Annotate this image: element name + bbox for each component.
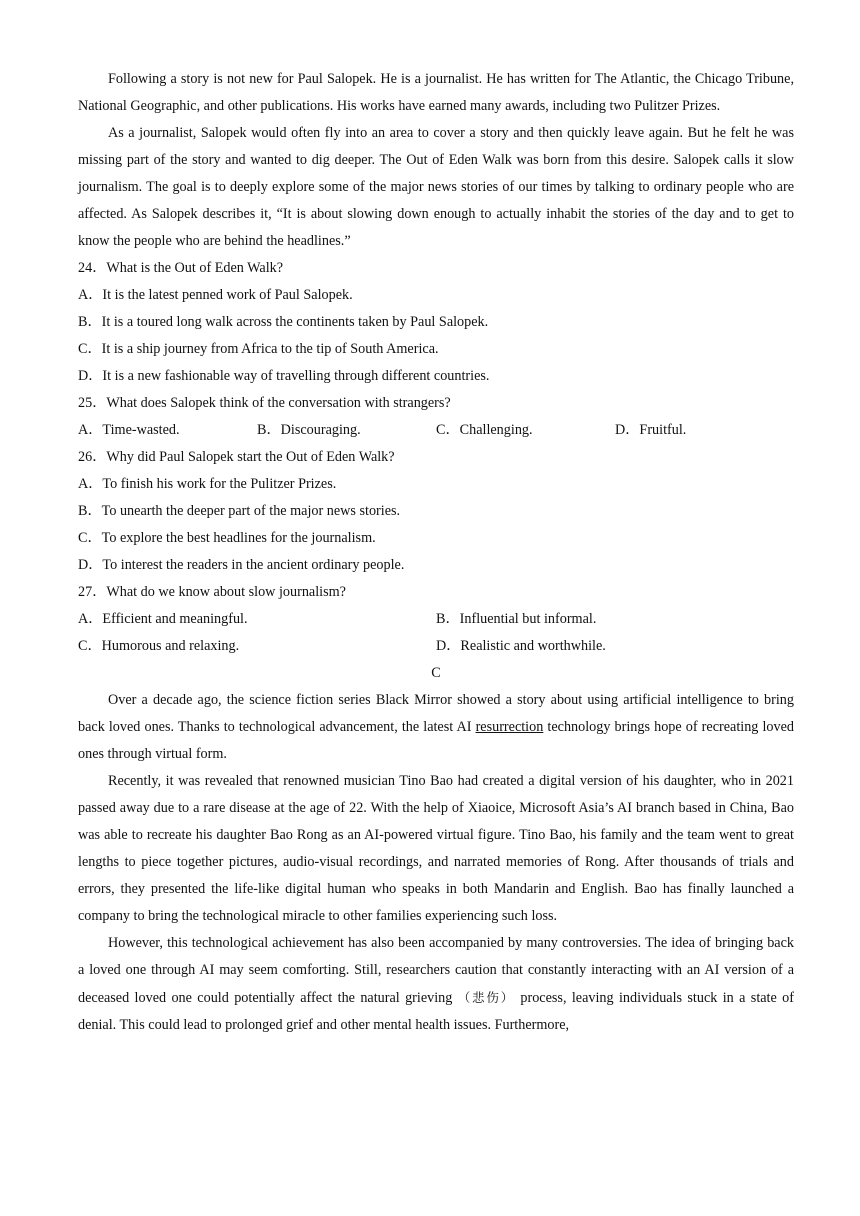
question-27-stem: 27．What do we know about slow journalism? <box>78 584 346 600</box>
passage-c-paragraph-2: Recently, it was revealed that renowned musician Tino Bao had created a digital version of his daughter, who in 2021 passed away due to a rare disease at the age of 22. With the help of Xiaoice, Microsoft Asia’s AI branch based in China, Bao was able to recreate his daughter Bao Rong as an AI-powered virtual figure. Tino Bao, his family and the team went to great lengths to piece together pictures, audio-visual recordings, and narrated memories of Rong. After thousands of trials and errors, they presented the life-like digital human who speaks in both Mandarin and English. Bao has finally launched a company to bring the technological miracle to other families experiencing such loss. <box>78 773 794 924</box>
question-26-option-a[interactable]: A．To finish his work for the Pulitzer Prizes. <box>78 476 337 492</box>
passage-b-paragraph-2: As a journalist, Salopek would often fly into an area to cover a story and then quickly leave again. But he felt he was missing part of the story and wanted to dig deeper. The Out of Eden Walk was born from this desire. Salopek calls it slow journalism. The goal is to deeply explore some of the major news stories of our times by talking to ordinary people who are affected. As Salopek describes it, “It is about slowing down enough to actually inhabit the stories of the day and to get to know the people who are behind the headlines.” <box>78 125 794 249</box>
question-27-options-row-1 <box>78 606 794 633</box>
question-27-option-d[interactable]: D．Realistic and worthwhile. <box>436 638 606 654</box>
passage-c-p3-text-before: However, this technological achievement has also been accompanied by many controversies. The idea of bringing back a loved one through AI may seem comforting. Still, researchers caution that constantly interacting with an AI version of a deceased loved one could potentially affect the natural grieving <box>78 935 794 1006</box>
chinese-gloss-grieving: （悲伤） <box>457 990 516 1005</box>
underlined-word-resurrection: resurrection <box>475 719 544 735</box>
question-26-option-b[interactable]: B．To unearth the deeper part of the major news stories. <box>78 503 401 519</box>
question-27-option-b[interactable]: B．Influential but informal. <box>436 611 597 627</box>
question-24-option-d[interactable]: D．It is a new fashionable way of travelling through different countries. <box>78 368 490 384</box>
question-27-option-c[interactable]: C．Humorous and relaxing. <box>78 638 240 654</box>
question-24-option-a[interactable]: A．It is the latest penned work of Paul Salopek. <box>78 287 353 303</box>
question-24-stem: 24．What is the Out of Eden Walk? <box>78 260 284 276</box>
question-25-stem: 25．What does Salopek think of the conversation with strangers? <box>78 395 451 411</box>
passage-c-paragraph-3 <box>78 930 794 1039</box>
passage-b-paragraph-1: Following a story is not new for Paul Salopek. He is a journalist. He has written for The Atlantic, the Chicago Tribune, National Geographic, and other publications. His works have earned many awards, including two Pulitzer Prizes. <box>78 71 794 114</box>
passage-c-heading: C <box>431 665 441 681</box>
question-24-option-b[interactable]: B．It is a toured long walk across the continents taken by Paul Salopek. <box>78 314 489 330</box>
question-26-option-c[interactable]: C．To explore the best headlines for the journalism. <box>78 530 376 546</box>
question-25-option-d[interactable]: D．Fruitful. <box>615 422 687 438</box>
question-25-option-a[interactable]: A．Time-wasted. <box>78 422 180 438</box>
document-page <box>78 66 794 1039</box>
question-25-option-b[interactable]: B．Discouraging. <box>257 422 361 438</box>
question-26-option-d[interactable]: D．To interest the readers in the ancient ordinary people. <box>78 557 405 573</box>
passage-c-p1-text-after: technology brings hope of recreating loved ones through virtual form. <box>78 719 794 762</box>
passage-c-paragraph-1 <box>78 687 794 768</box>
passage-c-p3-text-after: process, leaving individuals stuck in a state of denial. This could lead to prolonged grief and other mental health issues. Furthermore, <box>78 990 794 1033</box>
question-25-options <box>78 417 794 444</box>
question-24-option-c[interactable]: C．It is a ship journey from Africa to the tip of South America. <box>78 341 439 357</box>
question-27-option-a[interactable]: A．Efficient and meaningful. <box>78 611 248 627</box>
passage-c-p1-text-before: Over a decade ago, the science fiction series Black Mirror showed a story about using artificial intelligence to bring back loved ones. Thanks to technological advancement, the latest AI <box>78 692 794 735</box>
question-25-option-c[interactable]: C．Challenging. <box>436 422 533 438</box>
question-26-stem: 26．Why did Paul Salopek start the Out of Eden Walk? <box>78 449 395 465</box>
question-27-options-row-2 <box>78 633 794 660</box>
